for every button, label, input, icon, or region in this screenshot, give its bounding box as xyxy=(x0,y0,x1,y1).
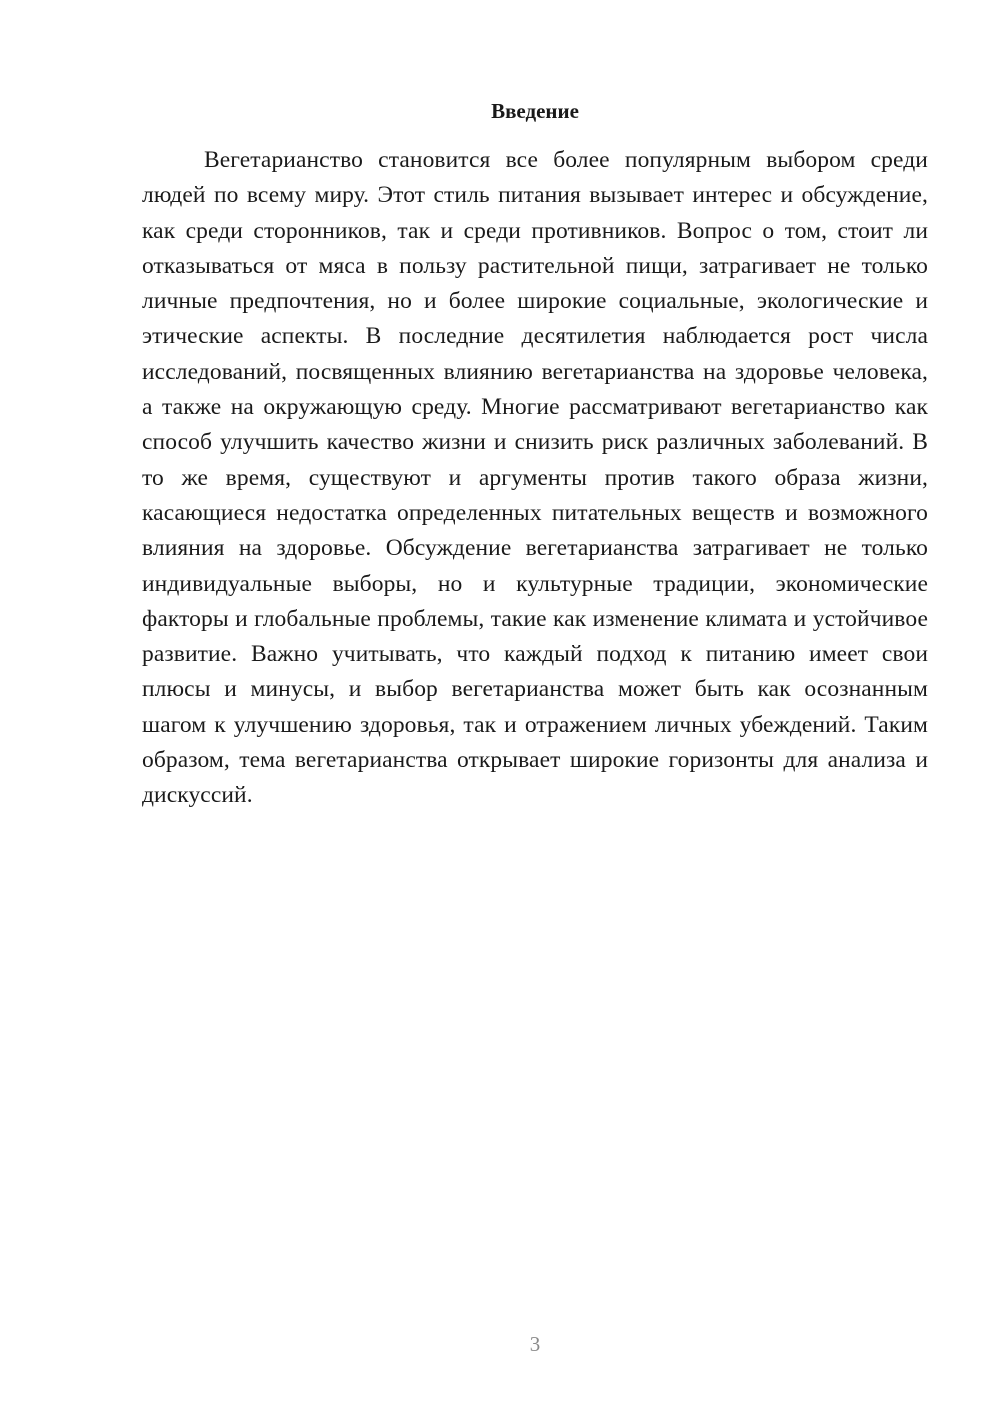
section-heading: Введение xyxy=(491,99,579,123)
body-paragraph: Вегетарианство становится все более популярным выбором среди людей по всему миру. Этот стиль питания вызывает интерес и обсуждение, как среди сторонников, так и среди противников. Вопрос о том, стоит ли отказываться от мяса в пользу растительной пищи, затрагивает не только личные предпочтения, но и более широкие социальные, экологические и этические аспекты. В последние десятилетия наблюдается рост числа исследований, посвященных влиянию вегетарианства на здоровье человека, а также на окружающую среду. Многие рассматривают вегетарианство как способ улучшить качество жизни и снизить риск различных заболеваний. В то же время, существуют и аргументы против такого образа жизни, касающиеся недостатка определенных питательных веществ и возможного влияния на здоровье. Обсуждение вегетарианства затрагивает не только индивидуальные выборы, но и культурные традиции, экономические факторы и глобальные проблемы, такие как изменение климата и устойчивое развитие. Важно учитывать, что каждый подход к питанию имеет свои плюсы и минусы, и выбор вегетарианства может быть как осознанным шагом к улучшению здоровья, так и отражением личных убеждений. Таким образом, тема вегетарианства открывает широкие горизонты для анализа и дискуссий. xyxy=(142,147,928,809)
page-number: 3 xyxy=(529,1332,541,1356)
